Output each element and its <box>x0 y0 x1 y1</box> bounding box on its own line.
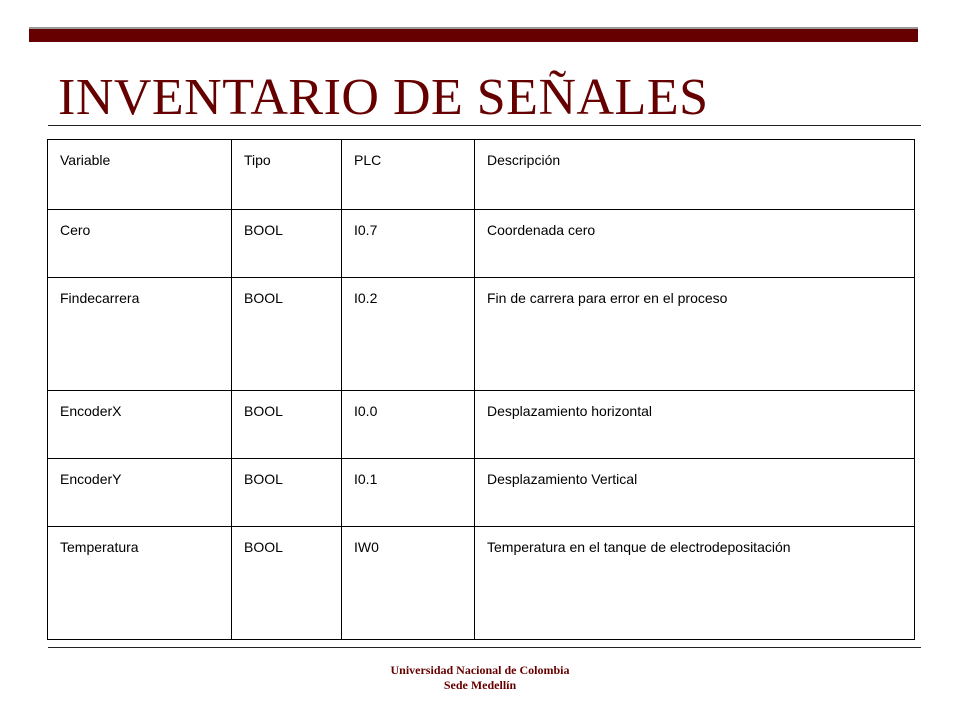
table-row <box>48 391 915 459</box>
table-row <box>48 459 915 527</box>
cell-variable: EncoderY <box>48 459 232 527</box>
cell-plc: I0.7 <box>342 210 475 278</box>
cell-descripcion: Desplazamiento Vertical <box>475 459 915 527</box>
cell-tipo: BOOL <box>232 278 342 391</box>
cell-tipo: BOOL <box>232 527 342 640</box>
cell-plc: I0.1 <box>342 459 475 527</box>
cell-plc: IW0 <box>342 527 475 640</box>
table-row <box>48 527 915 640</box>
cell-descripcion: Desplazamiento horizontal <box>475 391 915 459</box>
cell-descripcion: Temperatura en el tanque de electrodepositación <box>475 527 915 640</box>
cell-plc: I0.0 <box>342 391 475 459</box>
header-variable: Variable <box>48 140 232 210</box>
top-accent-bar <box>29 27 918 42</box>
table-row <box>48 278 915 391</box>
cell-variable: Temperatura <box>48 527 232 640</box>
cell-tipo: BOOL <box>232 391 342 459</box>
cell-plc: I0.2 <box>342 278 475 391</box>
table-row <box>48 210 915 278</box>
cell-descripcion: Fin de carrera para error en el proceso <box>475 278 915 391</box>
cell-tipo: BOOL <box>232 459 342 527</box>
footer-university: Universidad Nacional de Colombia <box>390 663 570 677</box>
slide-title: INVENTARIO DE SEÑALES <box>58 69 709 126</box>
footer-campus: Sede Medellín <box>443 678 517 692</box>
cell-variable: Findecarrera <box>48 278 232 391</box>
footer-divider <box>48 647 921 648</box>
signal-inventory-table <box>47 139 915 640</box>
table-header-row <box>48 140 915 210</box>
cell-descripcion: Coordenada cero <box>475 210 915 278</box>
cell-variable: Cero <box>48 210 232 278</box>
header-tipo: Tipo <box>232 140 342 210</box>
cell-variable: EncoderX <box>48 391 232 459</box>
title-divider <box>48 125 921 126</box>
cell-tipo: BOOL <box>232 210 342 278</box>
header-descripcion: Descripción <box>475 140 915 210</box>
header-plc: PLC <box>342 140 475 210</box>
